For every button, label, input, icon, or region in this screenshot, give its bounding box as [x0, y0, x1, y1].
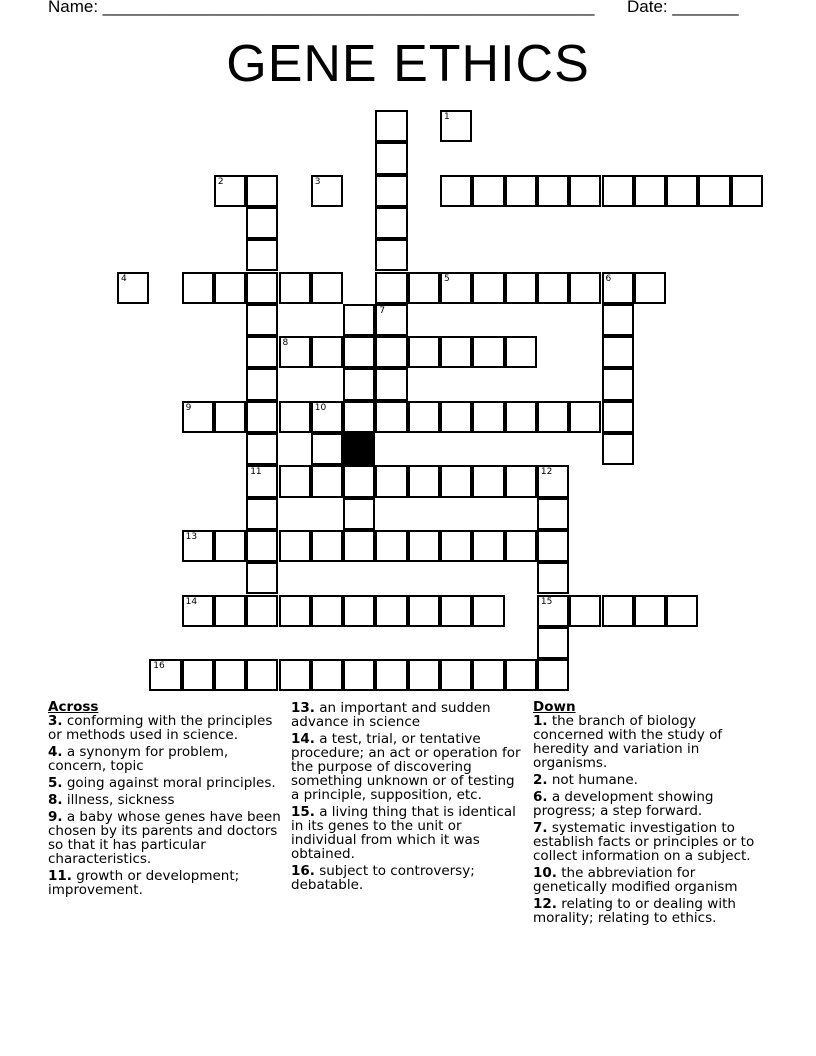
grid-cell[interactable]	[602, 304, 634, 336]
clue-text: the abbreviation for genetically modified organism	[533, 865, 738, 895]
grid-cell[interactable]	[408, 595, 440, 627]
grid-cell[interactable]	[375, 465, 407, 497]
clue-text: growth or development; improvement.	[48, 868, 240, 898]
clue-number: 4.	[48, 744, 63, 760]
grid-cell[interactable]	[246, 498, 278, 530]
grid-cell[interactable]	[537, 272, 569, 304]
clue-number-label: 4	[121, 273, 127, 284]
grid-cell[interactable]	[505, 659, 537, 691]
grid-cell[interactable]	[440, 595, 472, 627]
across-clue	[291, 864, 527, 892]
grid-cell[interactable]	[375, 304, 407, 336]
clue-number-label: 6	[605, 273, 612, 284]
grid-cell[interactable]	[505, 336, 537, 368]
clue-number-label: 13	[185, 531, 198, 542]
grid-cell[interactable]	[375, 207, 407, 239]
grid-cell[interactable]	[375, 368, 407, 400]
down-clue	[533, 821, 761, 863]
clue-number: 12.	[533, 896, 557, 912]
grid-cell[interactable]	[375, 239, 407, 271]
grid-cell[interactable]	[634, 595, 666, 627]
grid-cell[interactable]	[472, 465, 504, 497]
grid-cell[interactable]	[311, 659, 343, 691]
grid-cell[interactable]	[602, 175, 634, 207]
grid-cell[interactable]	[569, 401, 601, 433]
across-clues-continued	[291, 701, 527, 895]
clue-text: illness, sickness	[66, 792, 175, 808]
grid-cell[interactable]	[375, 401, 407, 433]
grid-cell[interactable]	[246, 659, 278, 691]
grid-cell[interactable]	[182, 272, 214, 304]
down-clue	[533, 897, 761, 925]
grid-cell[interactable]	[440, 272, 472, 304]
grid-cell[interactable]	[117, 272, 149, 304]
clue-number: 9.	[48, 809, 63, 825]
grid-cell[interactable]	[311, 595, 343, 627]
grid-cell[interactable]	[537, 401, 569, 433]
grid-cell[interactable]	[375, 272, 407, 304]
clue-number: 5.	[48, 775, 63, 791]
clue-text: an important and sudden advance in science	[291, 700, 491, 730]
grid-cell[interactable]	[505, 465, 537, 497]
across-clue	[48, 810, 284, 866]
grid-cell[interactable]	[343, 659, 375, 691]
grid-cell[interactable]	[279, 530, 311, 562]
grid-cell[interactable]	[311, 465, 343, 497]
grid-cell[interactable]	[343, 465, 375, 497]
clue-number: 1.	[533, 713, 548, 729]
grid-cell[interactable]	[537, 530, 569, 562]
grid-cell[interactable]	[246, 595, 278, 627]
grid-cell[interactable]	[602, 595, 634, 627]
clue-number: 16.	[291, 863, 315, 879]
grid-cell[interactable]	[246, 562, 278, 594]
clue-number-label: 3	[314, 176, 321, 187]
grid-cell[interactable]	[246, 207, 278, 239]
grid-cell[interactable]	[311, 272, 343, 304]
across-clue	[291, 701, 527, 729]
grid-cell[interactable]	[698, 175, 730, 207]
grid-cell[interactable]	[246, 401, 278, 433]
grid-cell[interactable]	[214, 175, 246, 207]
grid-cell[interactable]	[246, 239, 278, 271]
clue-text: a test, trial, or tentative procedure; an act or operation for the purpose of discovering something unknown or of testing a principle, supposition, etc.	[291, 731, 521, 803]
grid-cell[interactable]	[408, 465, 440, 497]
grid-cell[interactable]	[537, 465, 569, 497]
blocked-cell	[343, 433, 375, 465]
grid-cell[interactable]	[602, 272, 634, 304]
grid-cell[interactable]	[634, 175, 666, 207]
across-clue	[291, 805, 527, 861]
grid-cell[interactable]	[602, 368, 634, 400]
grid-cell[interactable]	[182, 595, 214, 627]
grid-cell[interactable]	[182, 401, 214, 433]
clue-number-label: 10	[314, 402, 327, 413]
grid-cell[interactable]	[343, 595, 375, 627]
grid-cell[interactable]	[408, 272, 440, 304]
clue-number-label: 11	[250, 467, 262, 478]
grid-cell[interactable]	[569, 595, 601, 627]
grid-cell[interactable]	[214, 595, 246, 627]
across-clue	[48, 793, 284, 807]
grid-cell[interactable]	[537, 627, 569, 659]
grid-cell[interactable]	[472, 336, 504, 368]
grid-cell[interactable]	[666, 175, 698, 207]
grid-cell[interactable]	[246, 175, 278, 207]
clue-number: 3.	[48, 713, 63, 729]
grid-cell[interactable]	[634, 272, 666, 304]
grid-cell[interactable]	[343, 530, 375, 562]
grid-cell[interactable]	[472, 530, 504, 562]
grid-cell[interactable]	[537, 562, 569, 594]
clue-text: relating to or dealing with morality; relating to ethics.	[533, 896, 736, 926]
grid-cell[interactable]	[537, 175, 569, 207]
grid-cell[interactable]	[505, 175, 537, 207]
grid-cell[interactable]	[472, 401, 504, 433]
grid-cell[interactable]	[602, 433, 634, 465]
grid-cell[interactable]	[375, 595, 407, 627]
down-clue	[533, 773, 761, 787]
clue-text: going against moral principles.	[66, 775, 276, 791]
grid-cell[interactable]	[440, 530, 472, 562]
grid-cell[interactable]	[505, 401, 537, 433]
grid-cell[interactable]	[343, 368, 375, 400]
grid-cell[interactable]	[311, 175, 343, 207]
across-clue	[48, 714, 284, 742]
grid-cell[interactable]	[343, 498, 375, 530]
grid-cell[interactable]	[537, 595, 569, 627]
across-clue	[291, 732, 527, 802]
grid-cell[interactable]	[375, 530, 407, 562]
grid-cell[interactable]	[279, 336, 311, 368]
clue-number: 15.	[291, 804, 315, 820]
puzzle-title: GENE ETHICS	[226, 35, 590, 93]
clue-number: 2.	[533, 772, 548, 788]
grid-cell[interactable]	[440, 401, 472, 433]
grid-cell[interactable]	[440, 175, 472, 207]
clue-number-label: 8	[282, 338, 289, 349]
grid-cell[interactable]	[246, 465, 278, 497]
grid-cell[interactable]	[343, 336, 375, 368]
grid-cell[interactable]	[569, 272, 601, 304]
grid-cell[interactable]	[666, 595, 698, 627]
grid-cell[interactable]	[731, 175, 763, 207]
clue-text: a living thing that is identical in its genes to the unit or individual from which it was obtained.	[291, 804, 516, 862]
grid-cell[interactable]	[214, 530, 246, 562]
grid-cell[interactable]	[343, 304, 375, 336]
clue-number-label: 14	[185, 596, 198, 607]
grid-cell[interactable]	[408, 659, 440, 691]
grid-cell[interactable]	[246, 304, 278, 336]
grid-cell[interactable]	[214, 401, 246, 433]
grid-cell[interactable]	[537, 659, 569, 691]
clue-number-label: 5	[444, 273, 450, 284]
grid-cell[interactable]	[214, 659, 246, 691]
grid-cell[interactable]	[472, 272, 504, 304]
clue-text: systematic investigation to establish facts or principles or to collect information on a subject.	[533, 820, 755, 864]
grid-cell[interactable]	[505, 272, 537, 304]
grid-cell[interactable]	[537, 498, 569, 530]
grid-cell[interactable]	[149, 659, 181, 691]
grid-cell[interactable]	[311, 401, 343, 433]
grid-cell[interactable]	[505, 530, 537, 562]
clue-number: 8.	[48, 792, 63, 808]
grid-cell[interactable]	[440, 336, 472, 368]
grid-cell[interactable]	[279, 465, 311, 497]
across-clue	[48, 869, 284, 897]
clue-number: 10.	[533, 865, 557, 881]
clue-number-label: 9	[185, 402, 192, 413]
clue-number-label: 16	[153, 661, 165, 672]
grid-cell[interactable]	[440, 659, 472, 691]
grid-cell[interactable]	[311, 530, 343, 562]
grid-cell[interactable]	[408, 336, 440, 368]
grid-cell[interactable]	[246, 272, 278, 304]
grid-cell[interactable]	[375, 336, 407, 368]
clue-number: 11.	[48, 868, 72, 884]
grid-cell[interactable]	[408, 530, 440, 562]
grid-cell[interactable]	[472, 659, 504, 691]
grid-cell[interactable]	[408, 401, 440, 433]
grid-cell[interactable]	[246, 433, 278, 465]
grid-cell[interactable]	[472, 595, 504, 627]
clue-number-label: 1	[444, 112, 450, 122]
grid-cell[interactable]	[602, 401, 634, 433]
date-field-label: Date: _______	[627, 0, 739, 16]
grid-cell[interactable]	[279, 659, 311, 691]
grid-cell[interactable]	[375, 659, 407, 691]
grid-cell[interactable]	[569, 175, 601, 207]
grid-cell[interactable]	[311, 336, 343, 368]
across-clue	[48, 745, 284, 773]
grid-cell[interactable]	[246, 530, 278, 562]
clue-number: 6.	[533, 789, 548, 805]
clue-text: a synonym for problem, concern, topic	[48, 744, 229, 774]
grid-cell[interactable]	[182, 530, 214, 562]
down-heading: Down	[533, 699, 576, 715]
clue-number: 7.	[533, 820, 548, 836]
clue-text: subject to controversy; debatable.	[291, 863, 475, 893]
grid-cell[interactable]	[279, 272, 311, 304]
grid-cell[interactable]	[246, 336, 278, 368]
clue-number-label: 2	[217, 176, 224, 187]
grid-cell[interactable]	[182, 659, 214, 691]
down-clue	[533, 790, 761, 818]
grid-cell[interactable]	[343, 401, 375, 433]
across-clues	[48, 700, 284, 900]
clue-number-label: 7	[379, 305, 386, 316]
name-field-label: Name: ____________________________________________________	[48, 0, 595, 16]
grid-cell[interactable]	[602, 336, 634, 368]
clue-number-label: 15	[540, 596, 553, 607]
clue-text: not humane.	[551, 772, 638, 788]
grid-cell[interactable]	[472, 175, 504, 207]
grid-cell[interactable]	[246, 368, 278, 400]
grid-cell[interactable]	[375, 142, 407, 174]
grid-cell[interactable]	[440, 110, 472, 142]
down-clue	[533, 714, 761, 770]
across-heading: Across	[48, 699, 99, 715]
clue-text: the branch of biology concerned with the study of heredity and variation in organisms.	[533, 713, 723, 771]
down-clue	[533, 866, 761, 894]
grid-cell[interactable]	[214, 272, 246, 304]
grid-cell[interactable]	[375, 175, 407, 207]
clue-text: conforming with the principles or methods used in science.	[48, 713, 273, 743]
clue-text: a baby whose genes have been chosen by its parents and doctors so that it has particular characteristics.	[48, 809, 281, 867]
grid-cell[interactable]	[279, 595, 311, 627]
across-clue	[48, 776, 284, 790]
grid-cell[interactable]	[440, 465, 472, 497]
clue-number: 14.	[291, 731, 315, 747]
clue-number-label: 12	[540, 467, 553, 478]
down-clues	[533, 700, 761, 928]
grid-cell[interactable]	[375, 110, 407, 142]
grid-cell[interactable]	[279, 401, 311, 433]
grid-cell[interactable]	[311, 433, 343, 465]
clue-number: 13.	[291, 700, 315, 716]
clue-text: a development showing progress; a step forward.	[533, 789, 714, 819]
